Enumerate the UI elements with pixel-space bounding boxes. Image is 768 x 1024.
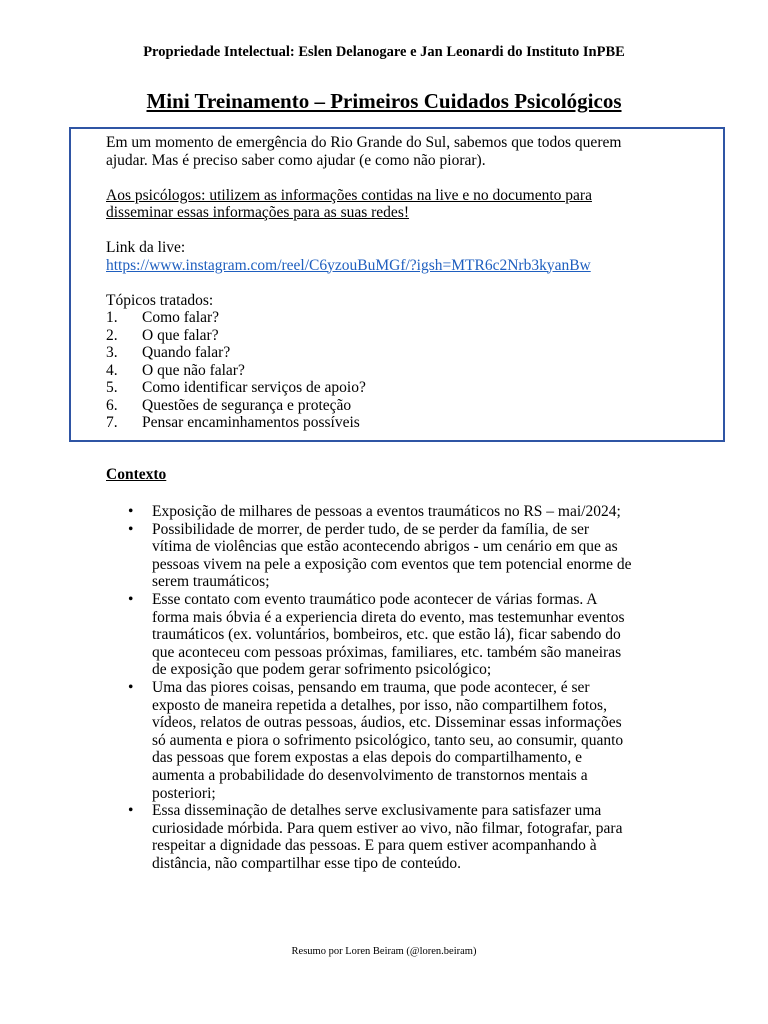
info-box (69, 127, 725, 442)
bullet-line: distância, não compartilhar esse tipo de conteúdo. (152, 854, 462, 872)
context-list (106, 503, 666, 872)
document-footer: Resumo por Loren Beiram (@loren.beiram) (291, 946, 477, 957)
bullet-line: aumenta a probabilidade do desenvolvimento de transtornos mentais a (152, 766, 588, 784)
bullet-line: vídeos, relatos de outras pessoas, áudios, etc. Disseminar essas informações (152, 714, 622, 732)
topic-item: 3. Quando falar? (106, 344, 231, 361)
bullet-line: vítima de violências que estão acontecendo abrigos - um cenário em que as (152, 538, 618, 556)
context-heading: Contexto (106, 466, 167, 483)
document-header: Propriedade Intelectual: Eslen Delanogare e Jan Leonardi do Instituto InPBE (143, 44, 625, 60)
bullet-line: serem traumáticos; (152, 573, 270, 591)
context-bullet (106, 503, 666, 521)
psychologists-note: Aos psicólogos: utilizem as informações contidas na live e no documento para (106, 186, 592, 204)
bullet-line: respeitar a dignidade das pessoas. E para quem estiver acompanhando à (152, 837, 597, 855)
context-bullet (106, 521, 666, 591)
intro-line: Em um momento de emergência do Rio Grande do Sul, sabemos que todos querem (106, 134, 622, 151)
bullet-line: de exposição que podem gerar sofrimento psicológico; (152, 661, 492, 679)
bullet-line: que aconteceu com pessoas próximas, familiares, etc. também são maneiras (152, 643, 622, 661)
bullet-line: curiosidade mórbida. Para quem estiver ao vivo, não filmar, fotografar, para (152, 819, 623, 837)
context-bullet (106, 802, 666, 872)
bullet-line: • Possibilidade de morrer, de perder tudo, de se perder da família, de ser (152, 520, 590, 538)
bullet-line: das pessoas que forem expostas a elas depois do compartilhamento, e (152, 749, 583, 767)
psychologists-note: disseminar essas informações para as suas redes! (106, 204, 410, 221)
link-label: Link da live: (106, 239, 186, 256)
bullet-line: exposto de maneira repetida a detalhes, por isso, não compartilhem fotos, (152, 696, 607, 714)
bullet-line: posteriori; (152, 784, 216, 802)
document-title: Mini Treinamento – Primeiros Cuidados Psicológicos (146, 89, 622, 113)
context-bullet (106, 591, 666, 679)
topic-item: 5. Como identificar serviços de apoio? (106, 379, 366, 396)
topics-label: Tópicos tratados: (106, 291, 214, 309)
topic-item: 4. O que não falar? (106, 361, 245, 379)
live-link[interactable]: https://www.instagram.com/reel/C6yzouBuMGf/?igsh=MTR6c2Nrb3kyanBw (106, 256, 591, 274)
topic-item: 1. Como falar? (106, 309, 220, 326)
topic-item: 6. Questões de segurança e proteção (106, 396, 352, 414)
bullet-line: • Exposição de milhares de pessoas a eventos traumáticos no RS – mai/2024; (152, 503, 621, 520)
topic-item: 2. O que falar? (106, 326, 219, 344)
topics-list (106, 309, 723, 432)
intro-line: ajudar. Mas é preciso saber como ajudar (e como não piorar). (106, 151, 486, 169)
bullet-line: só aumenta e piora o sofrimento psicológico, tanto seu, ao consumir, quanto (152, 731, 624, 749)
bullet-line: traumáticos (ex. voluntários, bombeiros, etc. que estão lá), ficar sabendo do (152, 626, 621, 644)
context-bullet (106, 679, 666, 802)
topic-item: 7. Pensar encaminhamentos possíveis (106, 414, 360, 431)
bullet-line: • Esse contato com evento traumático pode acontecer de várias formas. A (152, 590, 598, 608)
bullet-line: • Uma das piores coisas, pensando em trauma, que pode acontecer, é ser (152, 678, 590, 696)
bullet-line: • Essa disseminação de detalhes serve exclusivamente para satisfazer uma (152, 802, 602, 820)
bullet-line: pessoas vivem na pele a exposição com eventos que tem potencial enorme de (152, 555, 632, 573)
bullet-line: forma mais óbvia é a experiencia direta do evento, mas testemunhar eventos (152, 608, 625, 626)
